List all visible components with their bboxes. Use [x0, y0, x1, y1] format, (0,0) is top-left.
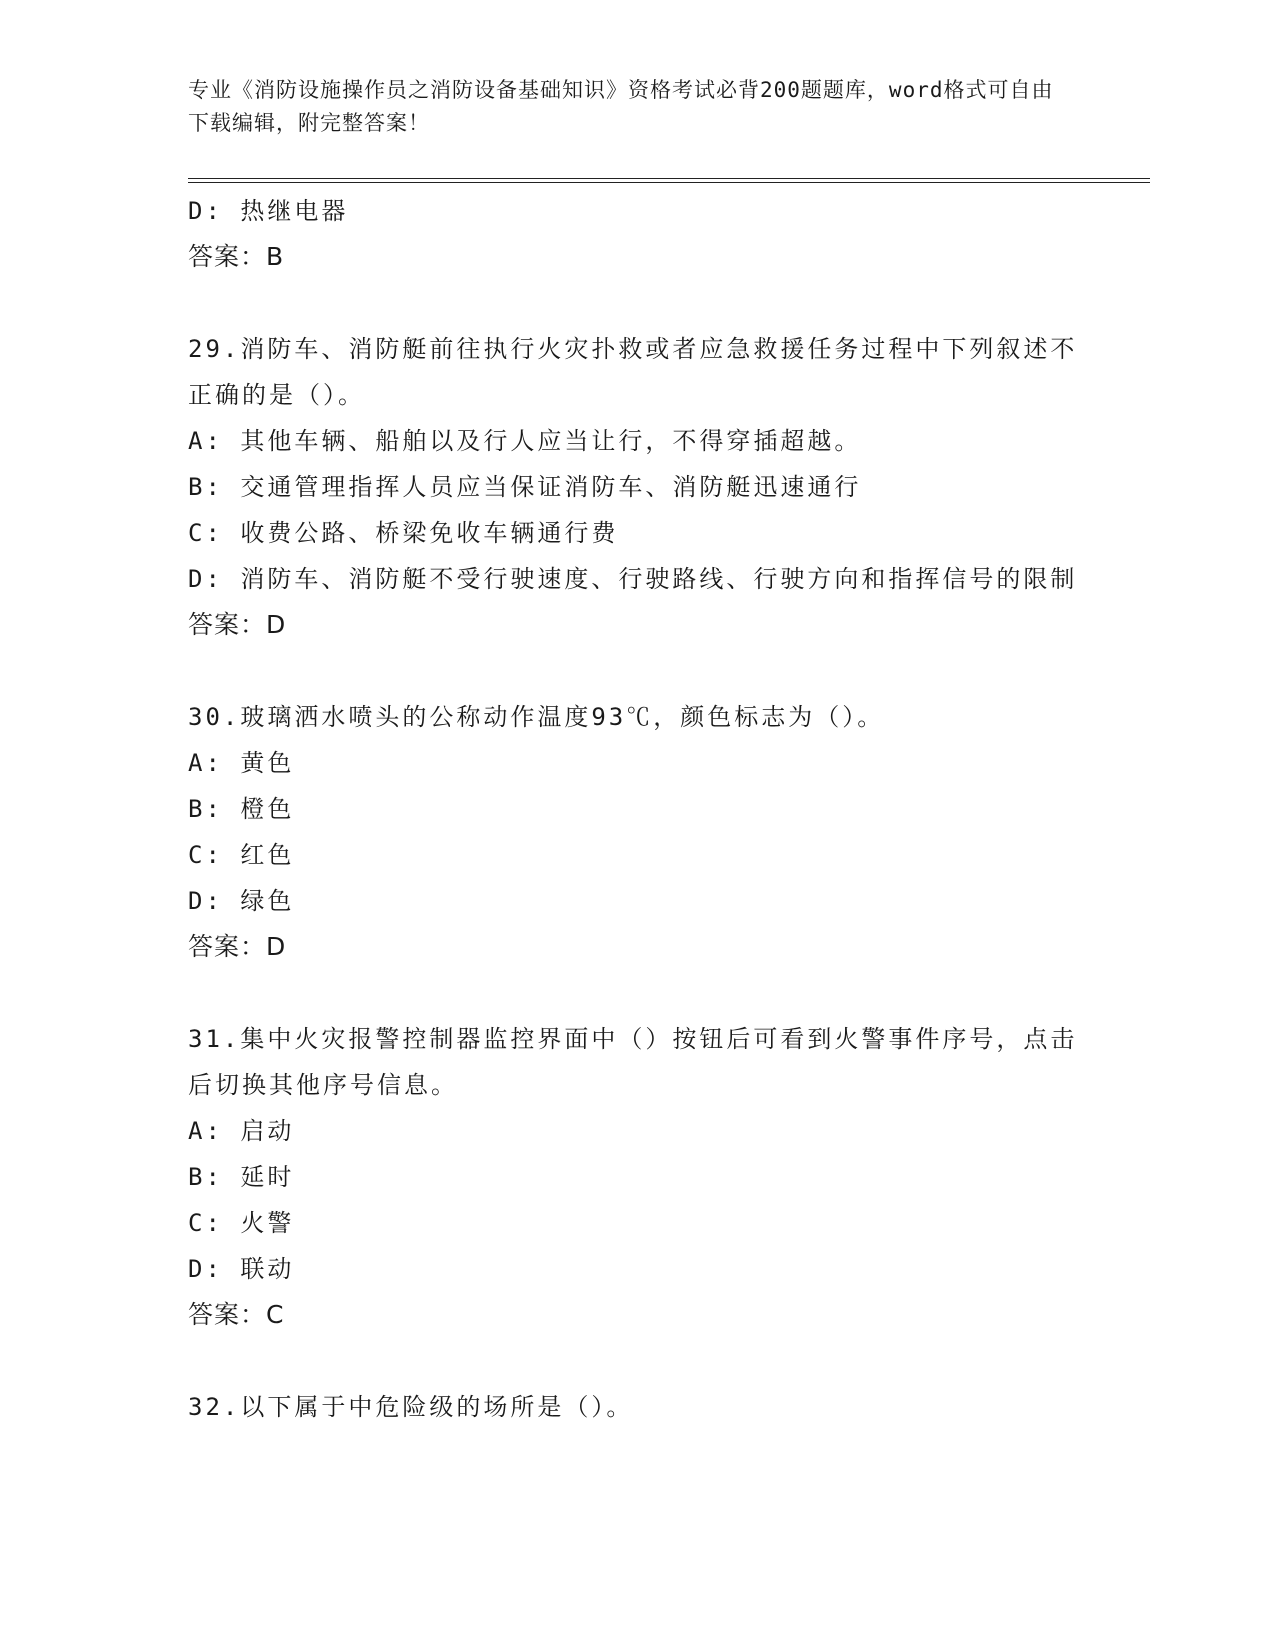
- question-31-option-d: D: 联动: [188, 1255, 295, 1283]
- question-31-option-b: B: 延时: [188, 1163, 295, 1191]
- question-31-answer: 答案：C: [188, 1300, 285, 1329]
- question-29-answer: 答案：D: [188, 610, 287, 639]
- question-30-answer: 答案：D: [188, 932, 287, 961]
- question-30-option-d: D: 绿色: [188, 887, 295, 915]
- question-29-option-b: B: 交通管理指挥人员应当保证消防车、消防艇迅速通行: [188, 473, 862, 501]
- question-30-option-a: A: 黄色: [188, 749, 295, 777]
- question-30-text: 30.玻璃洒水喷头的公称动作温度93℃，颜色标志为（）。: [188, 703, 885, 731]
- question-29-option-d: D: 消防车、消防艇不受行驶速度、行驶路线、行驶方向和指挥信号的限制: [188, 565, 1078, 593]
- prev-option-d: D: 热继电器: [188, 197, 349, 225]
- question-31-option-c: C: 火警: [188, 1209, 295, 1237]
- question-29: [188, 326, 1088, 648]
- prev-answer: 答案：B: [188, 242, 285, 271]
- document-header: 专业《消防设施操作员之消防设备基础知识》资格考试必背200题题库，word格式可自由下载编辑，附完整答案！: [188, 78, 1054, 135]
- question-29-text: 29.消防车、消防艇前往执行火灾扑救或者应急救援任务过程中下列叙述不正确的是（）。: [188, 335, 1078, 409]
- header-divider-bottom: [188, 182, 1150, 183]
- question-list: [188, 188, 1088, 1430]
- question-29-option-c: C: 收费公路、桥梁免收车辆通行费: [188, 519, 619, 547]
- header-divider-top: [188, 178, 1150, 179]
- question-32-text: 32.以下属于中危险级的场所是（）。: [188, 1393, 634, 1421]
- question-31-option-a: A: 启动: [188, 1117, 295, 1145]
- question-29-option-a: A: 其他车辆、船舶以及行人应当让行，不得穿插超越。: [188, 427, 862, 455]
- question-30: [188, 694, 1088, 970]
- question-30-option-b: B: 橙色: [188, 795, 295, 823]
- question-30-option-c: C: 红色: [188, 841, 295, 869]
- question-31: [188, 1016, 1088, 1338]
- question-32: [188, 1384, 1088, 1430]
- question-31-text: 31.集中火灾报警控制器监控界面中（）按钮后可看到火警事件序号，点击后切换其他序号信息。: [188, 1025, 1078, 1099]
